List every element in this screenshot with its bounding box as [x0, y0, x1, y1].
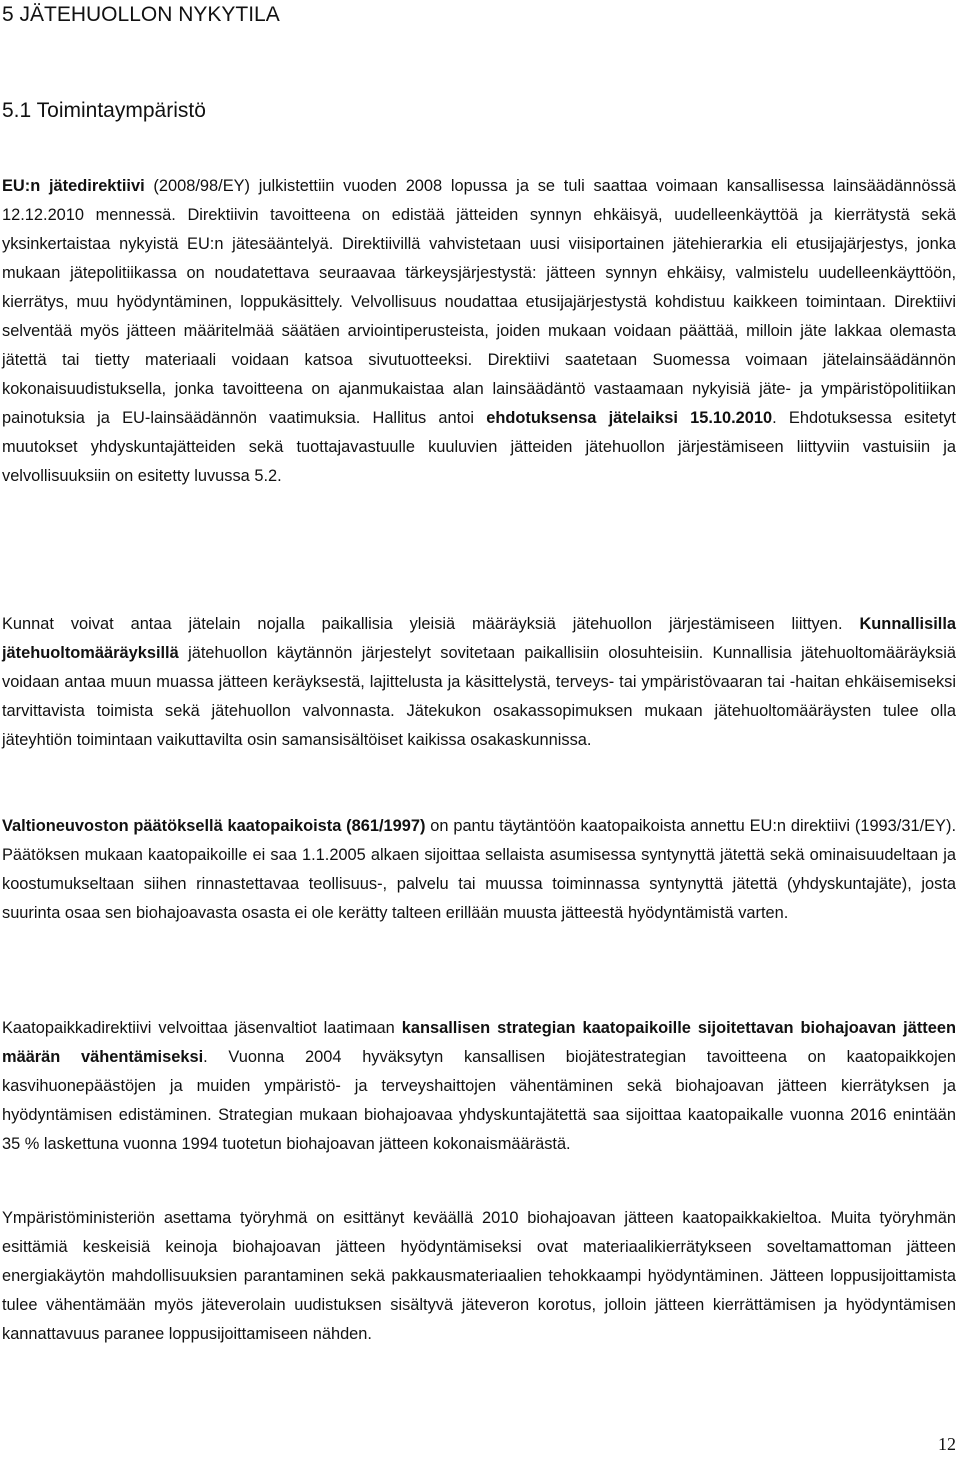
- paragraph-eu-waste-directive: [2, 172, 956, 491]
- paragraph-ministry-working-group: [2, 1204, 956, 1349]
- paragraph-text-segment: EU:n jätedirektiivi: [2, 177, 145, 195]
- paragraph-text-segment: . Ehdotuksessa esitetyt muutokset yhdyskuntajätteiden sekä tuottajavastuulle kuuluvien jätteiden jätehuollon järjestämiseen liittyviin vastuisiin ja velvollisuuksiin on esitetty luvussa 5.2.: [2, 409, 956, 485]
- section-heading: 5.1 Toimintaympäristö: [2, 99, 206, 122]
- paragraph-municipal-regulations: [2, 610, 956, 755]
- paragraph-landfill-directive: [2, 1014, 956, 1159]
- page-number: 12: [938, 1434, 956, 1454]
- paragraph-text-segment: . Vuonna 2004 hyväksytyn kansallisen biojätestrategian tavoitteena on kaatopaikkojen kasvihuonepäästöjen ja muiden ympäristö- ja terveyshaittojen vähentäminen sekä biohajoavan jätteen kierrätyksen ja hyödyntämisen edistäminen. Strategian mukaan biohajoavaa yhdyskuntajätettä saa sijoittaa kaatopaikalle vuonna 2016 enintään 35 % laskettuna vuonna 1994 tuotetun biohajoavan jätteen kokonaismäärästä.: [2, 1048, 956, 1153]
- paragraph-text-segment: Valtioneuvoston päätöksellä kaatopaikoista (861/1997): [2, 817, 426, 835]
- paragraph-text-segment: Kunnallisilla jätehuoltomääräyksillä: [2, 615, 956, 662]
- paragraph-landfill-decision: [2, 812, 956, 928]
- paragraph-text-segment: on pantu täytäntöön kaatopaikoista annettu EU:n direktiivi (1993/31/EY). Päätöksen mukaan kaatopaikoille ei saa 1.1.2005 alkaen sijoittaa sellaista asumisessa syntynyttä jätettä sekä ominaisuudeltaan ja koostumukseltaan siihen rinnastettavaa teollisuus-, palvelu tai muussa toiminnassa syntynyttä jätettä (yhdyskuntajäte), josta suurinta osaa sen biohajoavasta osasta ei ole kerätty talteen erillään muusta jätteestä hyödyntämistä varten.: [2, 817, 957, 922]
- paragraph-text-segment: Kunnat voivat antaa jätelain nojalla paikallisia yleisiä määräyksiä jätehuollon järjestämiseen liittyen.: [2, 615, 860, 633]
- paragraph-text-segment: (2008/98/EY) julkistettiin vuoden 2008 lopussa ja se tuli saattaa voimaan kansallisessa lainsäädännössä 12.12.2010 mennessä. Direktiivin tavoitteena on edistää jätteiden synnyn ehkäisyä, uudelleenkäyttöä ja kierrätystä sekä yksinkertaistaa nykyistä EU:n jätesääntelyä. Direktiivillä vahvistetaan uusi viisiportainen jätehierarkia eli etusijajärjestys, jonka mukaan jätepolitiikassa on noudatettava seuraavaa tärkeysjärjestystä: jätteen synnyn ehkäisy, valmistelu uudelleenkäyttöön, kierrätys, muu hyödyntäminen, loppukäsittely. Velvollisuus noudattaa etusijajärjestystä kohdistuu kaikkeen toimintaan. Direktiivi selventää myös jätteen määritelmää säätäen arviointiperusteista, joiden mukaan voidaan päättää, milloin jäte lakkaa olemasta jätettä tai tietty materiaali voidaan katsoa sivutuotteeksi. Direktiivi saatetaan Suomessa voimaan jätelainsäädännön kokonaisuudistuksella, jonka tavoitteena on ajanmukaistaa alan lainsäädäntö vastaamaan nykyisiä jäte- ja ympäristöpolitiikan painotuksia ja EU-lainsäädännön vaatimuksia. Hallitus antoi: [2, 177, 957, 427]
- paragraph-text-segment: jätehuollon käytännön järjestelyt sovitetaan paikallisiin olosuhteisiin. Kunnallisia jätehuoltomääräyksiä voidaan antaa muun muassa jätteen keräyksestä, lajittelusta ja käsittelystä, terveys- tai ympäristövaaran tai -haitan ehkäisemiseksi tarvittavista toimista sekä jätehuollon valvonnasta. Jätekukon osakassopimuksen mukaan jätehuoltomääräysten tulee olla jäteyhtiön toimintaan vaikuttavilta osin samansisältöiset kaikissa osakaskunnissa.: [2, 644, 956, 749]
- chapter-heading: 5 JÄTEHUOLLON NYKYTILA: [2, 3, 280, 26]
- paragraph-text-segment: kansallisen strategian kaatopaikoille sijoitettavan biohajoavan jätteen määrän vähentämiseksi: [2, 1019, 956, 1066]
- paragraph-text-segment: Ympäristöministeriön asettama työryhmä on esittänyt keväällä 2010 biohajoavan jätteen kaatopaikkakieltoa. Muita työryhmän esittämiä keskeisiä keinoja biohajoavan jätteen hyödyntämiseksi ovat materiaalikierrätykseen soveltamattoman jätteen energiakäytön mahdollisuuksien parantaminen sekä pakkausmateriaalien tehokkaampi hyödyntäminen. Jätteen loppusijoittamista tulee vähentämään myös jäteverolain uudistuksen sisältyvä jäteveron korotus, jolloin jätteen kierrättämisen ja hyödyntämisen kannattavuus paranee loppusijoittamiseen nähden.: [2, 1209, 956, 1343]
- paragraph-text-segment: Kaatopaikkadirektiivi velvoittaa jäsenvaltiot laatimaan: [2, 1019, 402, 1037]
- paragraph-text-segment: ehdotuksensa jätelaiksi 15.10.2010: [486, 409, 773, 427]
